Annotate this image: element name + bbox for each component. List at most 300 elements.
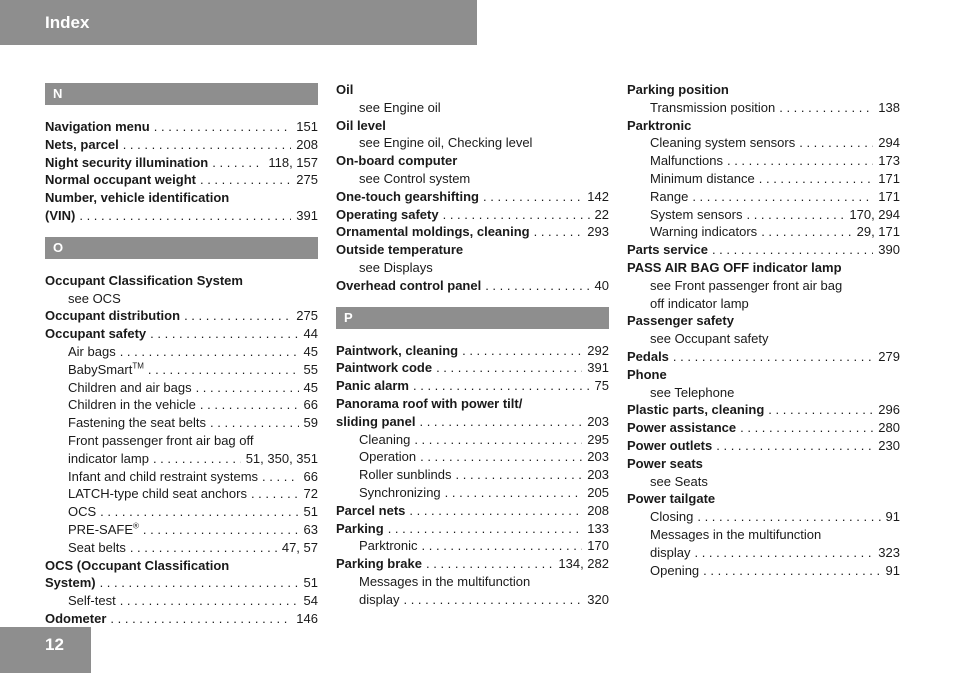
index-subentry bbox=[627, 473, 900, 491]
index-entry bbox=[627, 419, 900, 437]
index-entry bbox=[45, 136, 318, 154]
page-reference: 47, 57 bbox=[281, 539, 318, 555]
index-subentry bbox=[336, 170, 609, 188]
entry-term bbox=[45, 189, 229, 207]
index-entry bbox=[45, 272, 318, 290]
index-entry bbox=[627, 455, 900, 473]
page-reference: 75 bbox=[594, 378, 609, 394]
entry-term-text: Parking position bbox=[627, 82, 729, 97]
page-reference: 170, 294 bbox=[849, 206, 900, 222]
entry-term-text: Synchronizing bbox=[359, 484, 441, 500]
dot-leader bbox=[79, 207, 291, 225]
page-reference: 323 bbox=[878, 544, 900, 560]
entry-term bbox=[336, 117, 386, 135]
index-subentry bbox=[336, 484, 609, 502]
entry-term bbox=[650, 277, 842, 295]
index-subentry bbox=[627, 134, 900, 152]
entry-term-text: System) bbox=[45, 575, 96, 591]
entry-term-text: Occupant safety bbox=[45, 326, 147, 342]
entry-term bbox=[627, 401, 764, 419]
dot-leader bbox=[462, 342, 582, 360]
entry-term bbox=[650, 330, 769, 348]
entry-term-text: Ornamental moldings, cleaning bbox=[336, 224, 530, 240]
index-column-2 bbox=[336, 81, 609, 609]
page-reference: 390 bbox=[878, 242, 900, 258]
index-column-3 bbox=[627, 81, 900, 579]
entry-term-text: off indicator lamp bbox=[650, 295, 749, 311]
page-reference: 91 bbox=[885, 509, 900, 525]
entry-term-text: Messages in the multifunction bbox=[650, 526, 822, 542]
dot-leader bbox=[251, 485, 299, 503]
page-reference: 151 bbox=[296, 119, 318, 134]
entry-term bbox=[359, 537, 418, 555]
entry-term bbox=[359, 573, 530, 591]
page-reference: 203 bbox=[587, 467, 609, 483]
dot-leader bbox=[740, 419, 873, 437]
page-reference: 230 bbox=[878, 437, 900, 453]
index-subentry bbox=[336, 431, 609, 449]
index-subentry bbox=[45, 450, 318, 468]
page-reference: 40 bbox=[594, 277, 609, 293]
dot-leader bbox=[716, 437, 873, 455]
page-reference: 118, 157 bbox=[268, 154, 318, 170]
index-subentry bbox=[627, 152, 900, 170]
dot-leader bbox=[534, 223, 583, 241]
dot-leader bbox=[143, 521, 299, 539]
entry-term-text: see Telephone bbox=[650, 384, 735, 400]
dot-leader bbox=[200, 396, 299, 414]
dot-leader bbox=[414, 431, 582, 449]
page-reference: 205 bbox=[587, 484, 609, 500]
entry-term-text: display bbox=[359, 591, 400, 607]
index-subentry bbox=[627, 99, 900, 117]
index-subentry bbox=[627, 526, 900, 544]
section-letter-header: P bbox=[336, 307, 609, 329]
entry-term bbox=[68, 592, 116, 610]
page-reference: 91 bbox=[885, 562, 900, 578]
entry-term-text: Closing bbox=[650, 509, 694, 525]
entry-term bbox=[68, 343, 116, 361]
index-subentry bbox=[336, 537, 609, 555]
index-subentry bbox=[45, 379, 318, 397]
entry-term bbox=[336, 342, 458, 360]
page-reference: 173 bbox=[878, 153, 900, 169]
entry-term bbox=[650, 508, 693, 526]
page-reference: 22 bbox=[594, 206, 609, 222]
entry-term bbox=[336, 395, 522, 413]
entry-term bbox=[650, 99, 775, 117]
entry-term bbox=[359, 431, 410, 449]
dot-leader bbox=[413, 377, 590, 395]
page-reference: 391 bbox=[296, 207, 318, 223]
dot-leader bbox=[759, 170, 874, 188]
dot-leader bbox=[761, 223, 851, 241]
section-spacer bbox=[45, 225, 318, 235]
index-subentry bbox=[336, 466, 609, 484]
index-entry bbox=[627, 81, 900, 99]
entry-term bbox=[336, 277, 481, 295]
entry-term-text: see Displays bbox=[359, 259, 433, 275]
entry-term-text: Malfunctions bbox=[650, 153, 723, 169]
index-subentry bbox=[336, 591, 609, 609]
page-reference: 66 bbox=[303, 397, 318, 413]
index-subentry bbox=[45, 396, 318, 414]
entry-term bbox=[45, 557, 229, 575]
entry-term bbox=[68, 539, 126, 557]
entry-term-text: Occupant distribution bbox=[45, 308, 181, 324]
dot-leader bbox=[130, 539, 277, 557]
index-subentry bbox=[45, 468, 318, 486]
dot-leader bbox=[100, 574, 299, 592]
index-entry bbox=[336, 413, 609, 431]
entry-term-text: Normal occupant weight bbox=[45, 172, 196, 188]
index-subentry bbox=[627, 544, 900, 562]
index-entry bbox=[627, 241, 900, 259]
dot-leader bbox=[154, 118, 292, 136]
entry-term bbox=[336, 223, 530, 241]
entry-term-text: see Occupant safety bbox=[650, 331, 769, 347]
dot-leader bbox=[409, 502, 582, 520]
entry-term bbox=[650, 223, 757, 241]
index-entry bbox=[45, 118, 318, 136]
index-subentry bbox=[45, 432, 318, 450]
entry-term bbox=[336, 81, 353, 99]
index-entry bbox=[627, 117, 900, 135]
index-entry bbox=[45, 307, 318, 325]
entry-term bbox=[45, 574, 96, 592]
entry-term-text: Oil bbox=[336, 82, 354, 97]
page-reference: 51 bbox=[303, 504, 318, 520]
page-reference: 45 bbox=[303, 379, 318, 395]
index-subentry bbox=[627, 223, 900, 241]
dot-leader bbox=[150, 325, 298, 343]
entry-term bbox=[336, 152, 457, 170]
entry-term bbox=[627, 81, 729, 99]
index-subentry bbox=[45, 521, 318, 539]
entry-term bbox=[359, 99, 441, 117]
index-subentry bbox=[336, 573, 609, 591]
entry-term-text: Pedals bbox=[627, 348, 669, 364]
page-reference: 170 bbox=[587, 538, 609, 554]
page-reference: 72 bbox=[303, 486, 318, 502]
index-subentry bbox=[45, 343, 318, 361]
entry-term bbox=[650, 152, 723, 170]
entry-term-text: Parktronic bbox=[627, 117, 692, 133]
entry-term bbox=[650, 134, 795, 152]
dot-leader bbox=[196, 379, 299, 397]
entry-term-text: Panorama roof with power tilt/ bbox=[336, 395, 523, 411]
index-subentry bbox=[627, 277, 900, 295]
index-column-1 bbox=[45, 81, 318, 628]
entry-term bbox=[627, 419, 736, 437]
entry-term bbox=[45, 171, 196, 189]
page-reference: 280 bbox=[878, 420, 900, 436]
entry-term bbox=[45, 207, 75, 225]
index-entry bbox=[45, 557, 318, 575]
page-reference: 294 bbox=[878, 135, 900, 151]
entry-term-text: Messages in the multifunction bbox=[359, 573, 531, 589]
page-reference: 203 bbox=[587, 413, 609, 429]
entry-term-text: Occupant Classification System bbox=[45, 272, 243, 288]
dot-leader bbox=[703, 562, 880, 580]
dot-leader bbox=[123, 136, 292, 154]
entry-term bbox=[68, 379, 192, 397]
entry-term-text: Children and air bags bbox=[68, 379, 192, 395]
entry-term-text: Parcel nets bbox=[336, 502, 406, 518]
dot-leader bbox=[110, 610, 291, 628]
entry-term-text: Front passenger front air bag off bbox=[68, 432, 254, 448]
entry-term bbox=[336, 377, 409, 395]
index-entry bbox=[336, 81, 609, 99]
page-number: 12 bbox=[45, 635, 64, 654]
entry-term-text: Power assistance bbox=[627, 420, 737, 436]
entry-term bbox=[650, 206, 742, 224]
entry-term-text: see Seats bbox=[650, 473, 708, 489]
dot-leader bbox=[436, 359, 582, 377]
entry-term-text: Night security illumination bbox=[45, 154, 209, 170]
entry-term bbox=[650, 526, 821, 544]
entry-term bbox=[359, 259, 433, 277]
dot-leader bbox=[485, 277, 589, 295]
page-reference: 208 bbox=[296, 136, 318, 152]
entry-term bbox=[359, 134, 532, 152]
entry-term-text: Opening bbox=[650, 562, 700, 578]
entry-term-text: Navigation menu bbox=[45, 119, 150, 134]
entry-term-text: BabySmart bbox=[68, 361, 133, 377]
entry-term-text: (VIN) bbox=[45, 207, 76, 223]
entry-term bbox=[359, 448, 416, 466]
entry-term-text: Operation bbox=[359, 449, 417, 465]
entry-term-text: Warning indicators bbox=[650, 224, 758, 240]
page-reference: 142 bbox=[587, 188, 609, 204]
entry-term-text: Paintwork, cleaning bbox=[336, 342, 459, 358]
entry-term-text: OCS bbox=[68, 504, 97, 520]
page-reference: 275 bbox=[296, 308, 318, 324]
entry-term-text: Minimum distance bbox=[650, 170, 755, 186]
dot-leader bbox=[799, 134, 873, 152]
page-reference: 320 bbox=[587, 591, 609, 607]
entry-term-text: Parts service bbox=[627, 242, 708, 258]
entry-term bbox=[650, 562, 699, 580]
entry-term bbox=[68, 361, 144, 379]
entry-term-text: Seat belts bbox=[68, 539, 126, 555]
entry-term bbox=[627, 437, 712, 455]
page-reference: 51 bbox=[303, 575, 318, 591]
entry-term-text: Cleaning system sensors bbox=[650, 135, 796, 151]
entry-term-text: Oil level bbox=[336, 117, 386, 133]
page-reference: 138 bbox=[878, 99, 900, 115]
index-subentry bbox=[627, 295, 900, 313]
entry-term-text: Power seats bbox=[627, 455, 703, 471]
entry-term-text: LATCH-type child seat anchors bbox=[68, 486, 247, 502]
index-entry bbox=[336, 395, 609, 413]
entry-term bbox=[336, 555, 422, 573]
trademark-superscript: ® bbox=[133, 521, 139, 531]
dot-leader bbox=[148, 361, 299, 379]
dot-leader bbox=[422, 537, 583, 555]
entry-term-text: Panic alarm bbox=[336, 378, 409, 394]
entry-term bbox=[359, 591, 399, 609]
entry-term bbox=[336, 413, 415, 431]
index-entry bbox=[336, 241, 609, 259]
entry-term bbox=[650, 170, 755, 188]
dot-leader bbox=[779, 99, 873, 117]
index-entry bbox=[45, 171, 318, 189]
entry-term bbox=[336, 520, 384, 538]
entry-term bbox=[45, 325, 146, 343]
entry-term-text: Nets, parcel bbox=[45, 136, 119, 152]
index-entry bbox=[336, 223, 609, 241]
entry-term-text: Fastening the seat belts bbox=[68, 415, 207, 431]
entry-term bbox=[627, 348, 669, 366]
entry-term bbox=[650, 188, 688, 206]
index-entry bbox=[627, 366, 900, 384]
page-reference: 29, 171 bbox=[856, 224, 900, 240]
page-reference: 293 bbox=[587, 224, 609, 240]
page-reference: 134, 282 bbox=[558, 556, 609, 572]
dot-leader bbox=[420, 448, 582, 466]
dot-leader bbox=[746, 206, 844, 224]
index-entry bbox=[336, 555, 609, 573]
page-reference: 275 bbox=[296, 172, 318, 188]
page-reference: 391 bbox=[587, 360, 609, 376]
dot-leader bbox=[153, 450, 241, 468]
entry-term bbox=[650, 384, 734, 402]
page-reference: 55 bbox=[303, 361, 318, 377]
index-entry bbox=[336, 377, 609, 395]
entry-term-text: Odometer bbox=[45, 610, 107, 626]
entry-term-text: Plastic parts, cleaning bbox=[627, 402, 765, 418]
entry-term-text: Overhead control panel bbox=[336, 277, 482, 293]
index-entry bbox=[336, 188, 609, 206]
dot-leader bbox=[483, 188, 582, 206]
entry-term-text: see OCS bbox=[68, 290, 121, 306]
entry-term-text: Air bags bbox=[68, 343, 116, 359]
entry-term-text: On-board computer bbox=[336, 153, 458, 169]
index-subentry bbox=[45, 361, 318, 379]
entry-term bbox=[45, 136, 119, 154]
page-reference: 171 bbox=[878, 188, 900, 204]
index-subentry bbox=[45, 503, 318, 521]
dot-leader bbox=[768, 401, 873, 419]
entry-term bbox=[627, 117, 691, 135]
entry-term bbox=[68, 521, 139, 539]
index-entry bbox=[627, 348, 900, 366]
dot-leader bbox=[212, 154, 263, 172]
entry-term-text: System sensors bbox=[650, 206, 743, 222]
entry-term-text: Parktronic bbox=[359, 538, 418, 554]
index-entry bbox=[336, 117, 609, 135]
index-entry bbox=[45, 154, 318, 172]
index-entry bbox=[45, 325, 318, 343]
page-reference: 59 bbox=[303, 415, 318, 431]
entry-term bbox=[45, 307, 180, 325]
entry-term-text: Power tailgate bbox=[627, 491, 716, 507]
dot-leader bbox=[184, 307, 291, 325]
page-reference: 295 bbox=[587, 431, 609, 447]
dot-leader bbox=[210, 414, 299, 432]
entry-term-text: Power outlets bbox=[627, 437, 713, 453]
entry-term-text: Phone bbox=[627, 366, 667, 382]
page-reference: 146 bbox=[296, 610, 318, 626]
index-entry bbox=[627, 437, 900, 455]
index-subentry bbox=[336, 134, 609, 152]
index-entry bbox=[627, 259, 900, 277]
entry-term bbox=[627, 241, 708, 259]
dot-leader bbox=[443, 206, 590, 224]
entry-term bbox=[45, 154, 208, 172]
dot-leader bbox=[262, 468, 299, 486]
entry-term bbox=[336, 241, 463, 259]
dot-leader bbox=[200, 171, 291, 189]
index-subentry bbox=[627, 330, 900, 348]
index-entry bbox=[336, 277, 609, 295]
dot-leader bbox=[456, 466, 583, 484]
entry-term-text: PRE-SAFE bbox=[68, 521, 134, 537]
index-entry bbox=[45, 207, 318, 225]
entry-term bbox=[627, 312, 734, 330]
entry-term bbox=[650, 544, 690, 562]
index-subentry bbox=[45, 485, 318, 503]
dot-leader bbox=[403, 591, 582, 609]
page-reference: 203 bbox=[587, 449, 609, 465]
entry-term-text: Parking brake bbox=[336, 556, 422, 572]
entry-term-text: Range bbox=[650, 188, 689, 204]
entry-term bbox=[650, 473, 708, 491]
index-subentry bbox=[627, 562, 900, 580]
page-reference: 279 bbox=[878, 348, 900, 364]
index-subentry bbox=[336, 99, 609, 117]
index-subentry bbox=[45, 290, 318, 308]
dot-leader bbox=[120, 592, 299, 610]
dot-leader bbox=[419, 413, 582, 431]
trademark-superscript: TM bbox=[132, 361, 144, 371]
entry-term-text: see Engine oil bbox=[359, 99, 441, 115]
page-reference: 296 bbox=[878, 402, 900, 418]
entry-term bbox=[627, 366, 667, 384]
entry-term bbox=[359, 170, 470, 188]
index-entry bbox=[336, 502, 609, 520]
entry-term bbox=[68, 450, 149, 468]
index-entry bbox=[336, 520, 609, 538]
entry-term bbox=[68, 503, 96, 521]
entry-term bbox=[336, 188, 479, 206]
page-reference: 171 bbox=[878, 170, 900, 186]
dot-leader bbox=[692, 188, 873, 206]
entry-term-text: Infant and child restraint systems bbox=[68, 468, 259, 484]
entry-term bbox=[336, 359, 432, 377]
page-number-tab bbox=[0, 627, 91, 673]
page-reference: 66 bbox=[303, 468, 318, 484]
entry-term bbox=[336, 502, 405, 520]
page-reference: 208 bbox=[587, 502, 609, 518]
page-reference: 63 bbox=[303, 521, 318, 537]
index-subentry bbox=[45, 414, 318, 432]
index-entry bbox=[627, 401, 900, 419]
index-subentry bbox=[336, 259, 609, 277]
entry-term-text: Paintwork code bbox=[336, 360, 433, 376]
section-spacer bbox=[336, 295, 609, 305]
entry-term-text: Outside temperature bbox=[336, 242, 464, 258]
entry-term bbox=[359, 484, 441, 502]
entry-term bbox=[68, 396, 196, 414]
index-subentry bbox=[45, 592, 318, 610]
page-reference: 45 bbox=[303, 343, 318, 359]
entry-term-text: display bbox=[650, 544, 691, 560]
index-subentry bbox=[45, 539, 318, 557]
index-entry bbox=[627, 490, 900, 508]
entry-term bbox=[627, 455, 703, 473]
